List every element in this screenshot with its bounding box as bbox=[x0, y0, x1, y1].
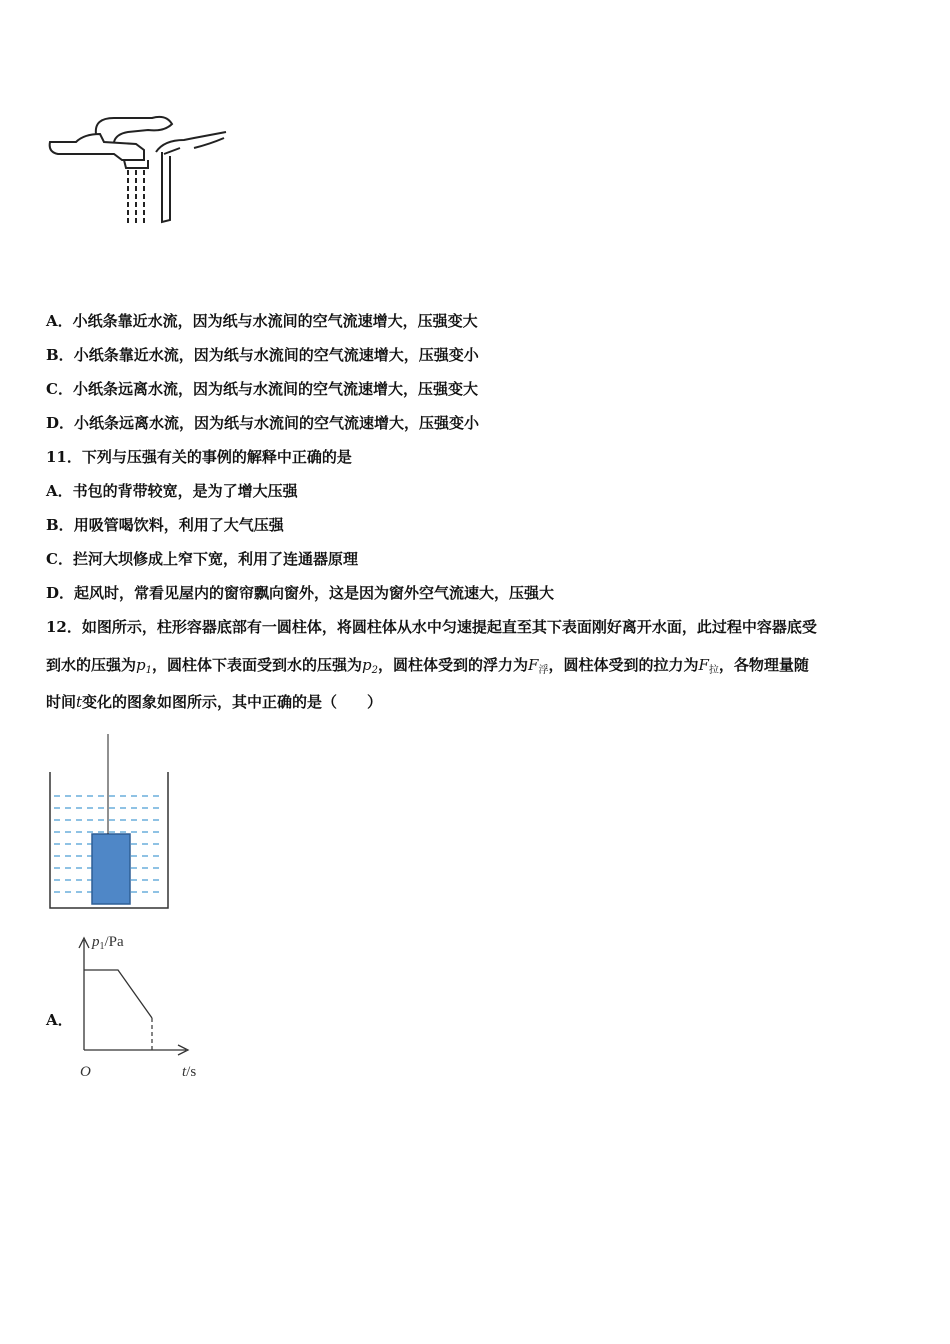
x-label-unit: /s bbox=[186, 1064, 197, 1080]
symbol: F bbox=[528, 656, 539, 674]
option-letter: C． bbox=[46, 550, 73, 568]
q11-option-a bbox=[46, 481, 298, 501]
option-text: 小纸条远离水流，因为纸与水流间的空气流速增大，压强变大 bbox=[72, 380, 478, 398]
symbol-p1 bbox=[136, 656, 152, 674]
y-label-symbol: p bbox=[92, 934, 100, 950]
text-segment: 到水的压强为 bbox=[46, 656, 137, 674]
q11-stem bbox=[46, 447, 352, 467]
option-letter: B． bbox=[46, 516, 74, 534]
subscript: 浮 bbox=[538, 665, 549, 676]
subscript: 1 bbox=[145, 665, 152, 676]
option-letter: A． bbox=[46, 482, 73, 500]
q10-option-b bbox=[46, 345, 479, 365]
text-segment: 变化的图象如图所示，其中正确的是（ ） bbox=[82, 693, 383, 711]
symbol: F bbox=[698, 656, 709, 674]
symbol-f-buoyancy bbox=[528, 656, 548, 674]
q12-option-a bbox=[46, 1010, 73, 1030]
q12-stem-line3 bbox=[46, 692, 382, 712]
question-text: 下列与压强有关的事例的解释中正确的是 bbox=[81, 448, 352, 466]
symbol-p2 bbox=[362, 656, 378, 674]
option-text: 用吸管喝饮料，利用了大气压强 bbox=[73, 516, 284, 534]
series-line bbox=[84, 970, 152, 1018]
graph-a bbox=[70, 930, 220, 1085]
q11-option-b bbox=[46, 515, 284, 535]
q12-stem-line2 bbox=[46, 655, 809, 681]
q11-option-d bbox=[46, 583, 554, 603]
option-letter: C． bbox=[46, 380, 73, 398]
question-number: 12． bbox=[46, 618, 82, 636]
symbol-t: t bbox=[76, 693, 83, 711]
container-figure bbox=[46, 732, 176, 912]
option-text: 小纸条靠近水流，因为纸与水流间的空气流速增大，压强变大 bbox=[72, 312, 478, 330]
option-letter: A． bbox=[46, 312, 73, 330]
text-segment: ，各物理量随 bbox=[718, 656, 809, 674]
y-label-sub: 1 bbox=[99, 941, 105, 952]
faucet-with-paper-strip-icon bbox=[50, 117, 226, 224]
subscript: 2 bbox=[371, 665, 378, 676]
option-text: 小纸条远离水流，因为纸与水流间的空气流速增大，压强变小 bbox=[74, 414, 480, 432]
symbol: p bbox=[362, 656, 372, 674]
option-letter: D． bbox=[46, 584, 75, 602]
question-text: 如图所示，柱形容器底部有一圆柱体，将圆柱体从水中匀速提起直至其下表面刚好离开水面，此过程中容器底受 bbox=[81, 618, 817, 636]
option-letter: A． bbox=[46, 1011, 73, 1029]
origin-label: O bbox=[80, 1064, 91, 1080]
q12-stem-line1 bbox=[46, 617, 817, 637]
q10-option-d bbox=[46, 413, 479, 433]
option-letter: B． bbox=[46, 346, 74, 364]
x-axis-label bbox=[182, 1064, 196, 1080]
subscript: 拉 bbox=[708, 665, 719, 676]
option-text: 小纸条靠近水流，因为纸与水流间的空气流速增大，压强变小 bbox=[73, 346, 479, 364]
symbol: p bbox=[136, 656, 146, 674]
option-text: 书包的背带较宽，是为了增大压强 bbox=[72, 482, 298, 500]
cylinder bbox=[92, 834, 130, 904]
y-label-unit: /Pa bbox=[104, 934, 124, 950]
question-number: 11． bbox=[46, 448, 82, 466]
option-text: 拦河大坝修成上窄下宽，利用了连通器原理 bbox=[72, 550, 358, 568]
option-letter: D． bbox=[46, 414, 75, 432]
series bbox=[84, 970, 152, 1050]
option-text: 起风时，常看见屋内的窗帘飘向窗外，这是因为窗外空气流速大，压强大 bbox=[74, 584, 555, 602]
y-axis-label bbox=[91, 934, 124, 952]
faucet-figure bbox=[44, 108, 234, 228]
x-label-symbol: t bbox=[182, 1064, 187, 1080]
text-segment: ，圆柱体受到的拉力为 bbox=[548, 656, 699, 674]
text-segment: 时间 bbox=[46, 693, 77, 711]
q10-option-a bbox=[46, 311, 478, 331]
symbol-f-tension bbox=[698, 656, 718, 674]
q10-option-c bbox=[46, 379, 478, 399]
q11-option-c bbox=[46, 549, 358, 569]
text-segment: ，圆柱体受到的浮力为 bbox=[378, 656, 529, 674]
text-segment: ，圆柱体下表面受到水的压强为 bbox=[152, 656, 363, 674]
